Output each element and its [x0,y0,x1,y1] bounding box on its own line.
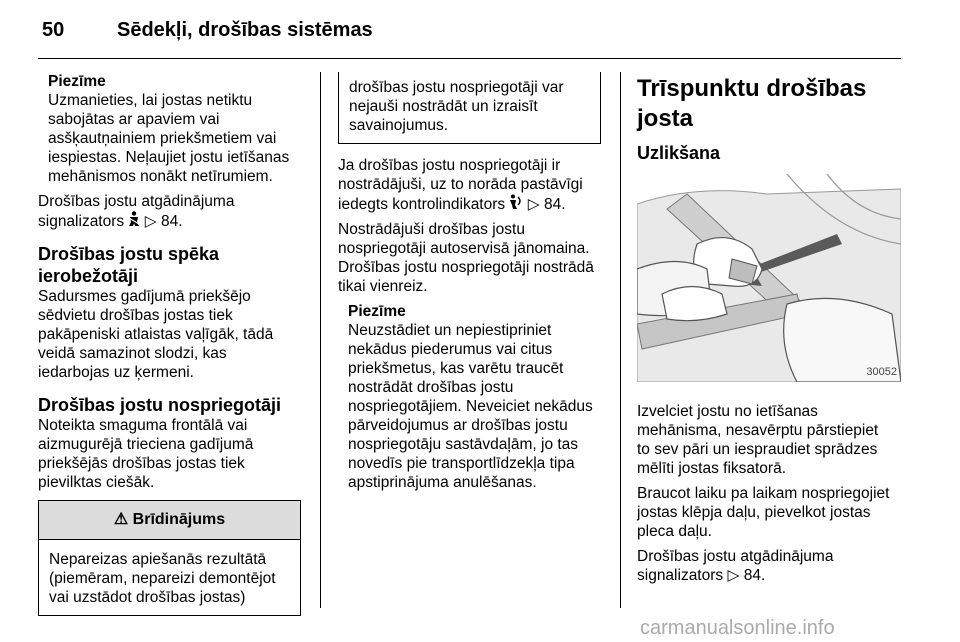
column-3 [637,72,901,585]
note-line: Uzmanieties, lai jostas netiktu [48,92,253,109]
note-line: pārveidojumus ar drošības jostu [348,417,568,434]
ref-arrow-icon: ▷ [144,213,157,230]
text-line: nejauši nostrādāt un izraisīt [349,98,538,115]
note-line: nospriegotājiem. Neveiciet nekādus [348,398,593,415]
warning-icon: ⚠ [113,511,129,528]
section-heading-three-point-belt: Trīspunktu drošības josta [637,75,867,132]
replacement-paragraph [338,220,601,296]
note-line: mehānismos nonākt netīrumiem. [48,168,273,185]
text-line: Noteikta smaguma frontālā vai [38,417,248,434]
note-line: priekšmetus, kas varētu traucēt [348,360,564,377]
text-line: Drošības jostu atgādinājuma [637,548,834,565]
text-line: jostas klēpja daļu, pievelkot jostas [637,504,871,521]
note-line: nekādus piederumus vai citus [348,341,553,358]
note-line: apstiprinājuma anulēšanas. [348,474,537,491]
page-ref-link[interactable]: 84. [743,567,766,584]
text-line: (piemēram, nepareizi demontējot [49,570,276,587]
section-heading-pretensioner: Drošības jostu nospriegotāji [38,395,282,415]
text-line: priekšējās drošības jostas tiek [38,455,245,472]
text-line: Sadursmes gadījumā priekšējo [38,288,251,305]
column-divider [320,72,321,608]
subheading-fastening: Uzlikšana [637,143,721,163]
text-line: Nostrādājuši drošības jostu [338,221,525,238]
column-divider [620,72,621,608]
note-1 [48,72,301,186]
reminder-line: Drošības jostu atgādinājuma [38,193,235,210]
note-title: Piezīme [348,303,406,320]
text-line: veidā samazinot slodzi, kas [38,345,227,362]
text-line: Drošības jostu nospriegotāji nostrādā [338,259,594,276]
text-line: vai uzstādot drošības jostas) [49,589,246,606]
tension-paragraph [637,484,901,541]
column-2 [338,72,601,492]
warning-box-continued [338,72,601,144]
page-header [0,0,960,60]
text-line: Nepareizas apiešanās rezultātā [49,551,267,568]
warning-body [39,540,300,615]
note-line: Neuzstādiet un nepiestipriniet [348,322,552,339]
illustration-code: 30052 [866,366,897,378]
fasten-paragraph [637,402,901,478]
watermark: carmanualsonline.info [640,617,835,639]
note-line: asšķautņainiem priekšmetiem vai [48,130,277,147]
reminder-line: signalizators ▷ 84. [38,213,183,230]
warning-title: Brīdinājums [132,511,226,528]
note-2 [348,302,601,492]
section-heading-limiter: Drošības jostu spēka ierobežotāji [38,244,220,286]
page-title: Sēdekļi, drošības sistēmas [117,19,373,41]
text-line: nostrādājuši, uz to norāda pastāvīgi [338,176,583,193]
text-line: pleca daļu. [637,523,712,540]
text-line: aizmugurējā trieciena gadījumā [38,436,254,453]
header-rule [38,58,901,59]
text-line: to sev pāri un iespraudiet sprādzes [637,441,878,458]
text-line: iedarbojas uz ķermeni. [38,364,194,381]
note-line: sabojātas ar apaviem vai [48,111,220,128]
seatbelt-reminder-icon [128,211,140,231]
page-number: 50 [42,19,65,41]
text-line: pakāpeniski atlaistas vaļīgāk, tādā [38,326,274,343]
text-line: Izvelciet jostu no ietīšanas [637,403,818,420]
page-ref-link[interactable]: 84. [544,196,566,213]
text-line: drošības jostu nospriegotāji var [349,79,564,96]
limiter-paragraph [38,287,301,382]
ref-arrow-icon: ▷ [527,196,540,213]
reminder-paragraph [637,547,901,585]
note-line: nostrādāt drošības jostu [348,379,514,396]
text-line: iedegts kontrolindikators ▷ 84. [338,196,566,213]
reminder-paragraph [38,192,301,231]
text-line: pievilktas ciešāk. [38,474,155,491]
text-line: mehānisma, nesavērptu pārstiepiet [637,422,879,439]
note-line: iespiestas. Neļaujiet jostu ietīšanas [48,149,290,166]
text-line: signalizators ▷ 84. [637,567,766,584]
ref-arrow-icon: ▷ [727,567,740,584]
warning-header [39,501,300,540]
column-1 [38,72,301,616]
note-line: nospriegotāju sastāvdaļām, jo tas [348,436,579,453]
note-title: Piezīme [48,73,106,90]
text-line: mēlīti jostas fiksatorā. [637,460,787,477]
page-ref-link[interactable]: 84. [161,213,183,230]
text-line: tikai vienreiz. [338,278,428,295]
pretensioner-paragraph [38,416,301,492]
airbag-pretensioner-icon [509,194,523,214]
indicator-paragraph [338,156,601,214]
text-line: Ja drošības jostu nospriegotāji ir [338,157,561,174]
seatbelt-fastening-drawing [637,174,901,382]
text-line: savainojumus. [349,117,449,134]
text-line: nospriegotāji autoservisā jānomaina. [338,240,590,257]
note-line: novedīs pie transportlīdzekļa tipa [348,455,575,472]
seatbelt-illustration [637,174,901,382]
text-line: sēdvietu drošības jostas tiek [38,307,233,324]
warning-box [38,500,301,616]
text-line: Braucot laiku pa laikam nospriegojiet [637,485,890,502]
